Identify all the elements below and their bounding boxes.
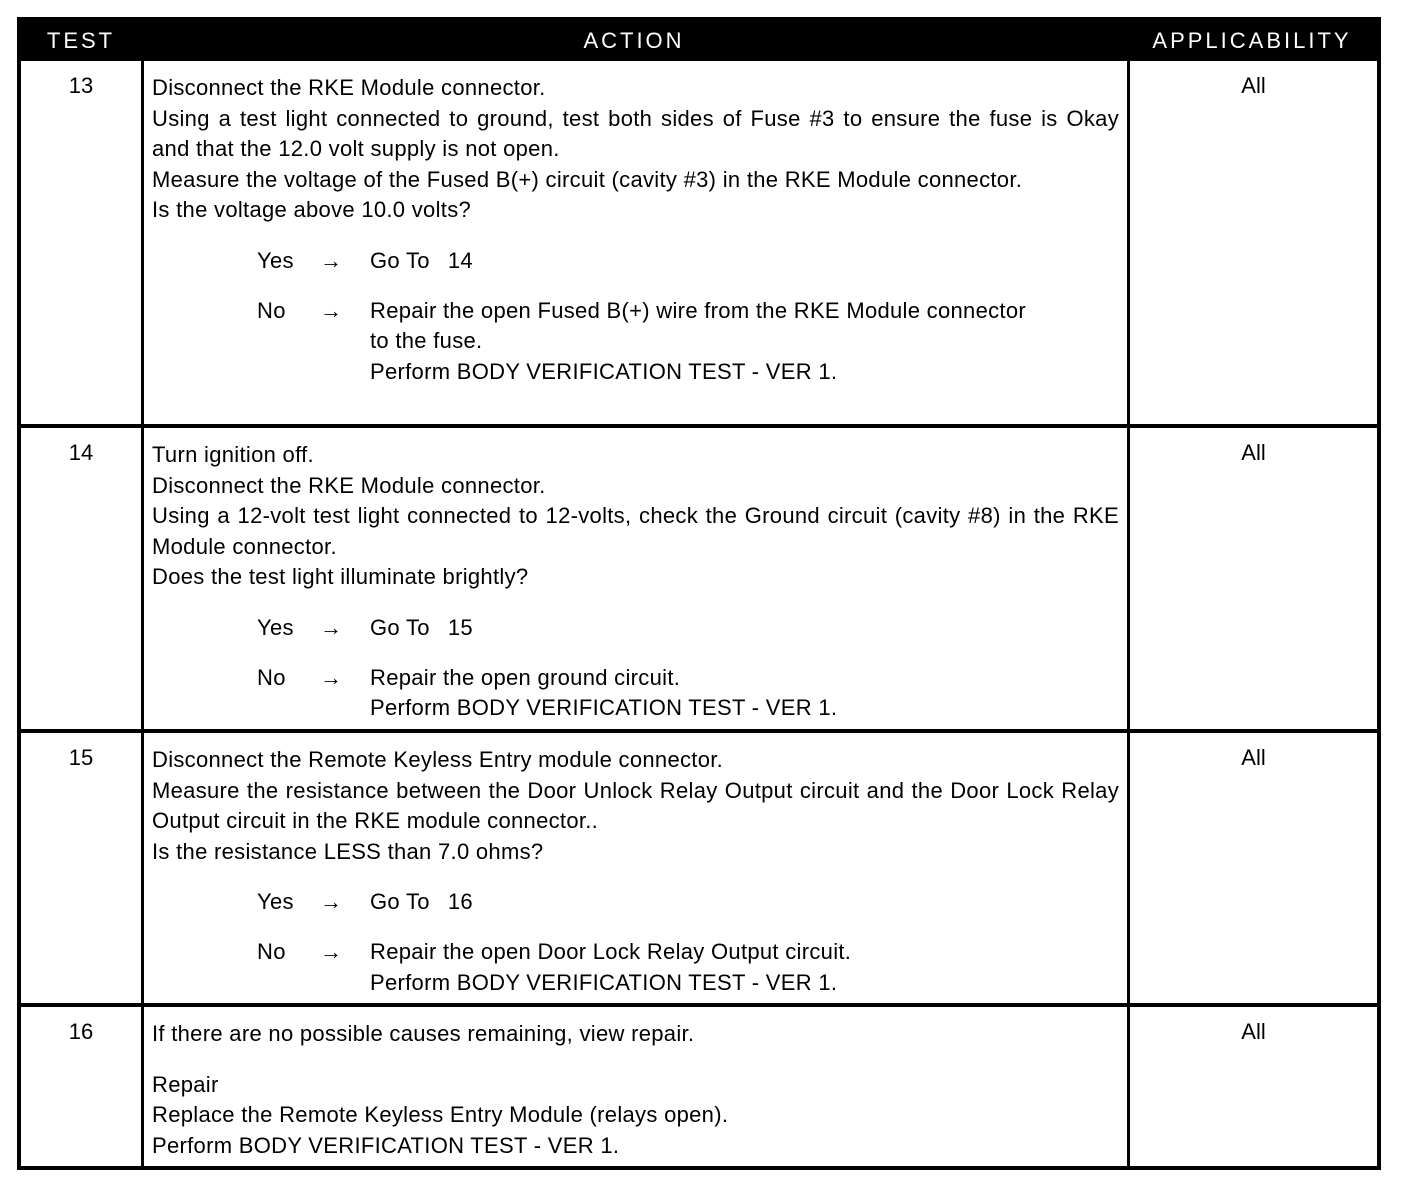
table-row-test-13 [21, 61, 1377, 428]
table-row-test-15 [21, 733, 1377, 1007]
column-divider [141, 428, 144, 729]
table-row-test-14 [21, 428, 1377, 733]
right-arrow-icon: → [320, 614, 343, 640]
header-action: ACTION [583, 28, 685, 53]
yes-branch [152, 246, 1119, 276]
no-branch [152, 296, 1119, 388]
no-label: No [257, 939, 286, 964]
no-label: No [257, 297, 286, 323]
column-divider [1127, 428, 1130, 729]
action-cell [152, 745, 1119, 998]
test-number: 15 [68, 745, 94, 770]
action-line: Using a 12-volt test light connected to 12-volts, check the Ground circuit (cavity #8) in the RKE Module connector. [152, 503, 1119, 559]
yes-branch [152, 887, 1119, 917]
action-line: Using a test light connected to ground, test both sides of Fuse #3 to ensure the fuse is Okay and that the 12.0 volt supply is not open. [152, 105, 1119, 161]
right-arrow-icon: → [320, 664, 343, 690]
repair-label: Repair [152, 1071, 219, 1097]
action-line: Disconnect the Remote Keyless Entry module connector. [152, 747, 724, 772]
no-label: No [257, 664, 286, 690]
applicability-value: All [1241, 1019, 1266, 1044]
goto-target: 14 [447, 247, 473, 273]
right-arrow-icon: → [320, 247, 343, 273]
no-action-line: Repair the open Door Lock Relay Output circuit. [370, 939, 852, 964]
repair-block [152, 1070, 1119, 1162]
test-number: 16 [68, 1019, 94, 1044]
column-divider [1127, 61, 1130, 424]
right-arrow-icon: → [320, 889, 343, 914]
no-action-line: Repair the open Fused B(+) wire from the RKE Module connector [370, 297, 1026, 323]
yes-branch [152, 613, 1119, 643]
goto-label: Go To [370, 889, 430, 914]
action-line: Disconnect the RKE Module connector. [152, 472, 546, 498]
action-line: Turn ignition off. [152, 442, 314, 467]
no-branch [152, 937, 1119, 998]
action-cell [152, 73, 1119, 387]
repair-line: Perform BODY VERIFICATION TEST - VER 1. [152, 1132, 620, 1158]
repair-line: Replace the Remote Keyless Entry Module (relays open). [152, 1102, 729, 1127]
goto-target: 15 [447, 614, 473, 640]
action-cell [152, 1019, 1119, 1161]
yes-label: Yes [257, 889, 294, 914]
action-cell [152, 440, 1119, 724]
action-line: Is the resistance LESS than 7.0 ohms? [152, 838, 544, 864]
yes-label: Yes [257, 247, 294, 273]
applicability-value: All [1241, 73, 1266, 98]
no-action-line: Repair the open ground circuit. [370, 664, 681, 690]
yes-label: Yes [257, 614, 294, 640]
column-divider [1127, 733, 1130, 1003]
diagnostic-test-table [17, 17, 1381, 1170]
no-action-line: Perform BODY VERIFICATION TEST - VER 1. [370, 695, 838, 720]
test-number: 13 [68, 73, 94, 98]
table-row-test-16 [21, 1007, 1377, 1170]
test-number: 14 [68, 440, 94, 465]
applicability-value: All [1241, 440, 1266, 465]
action-line: Does the test light illuminate brightly? [152, 564, 529, 589]
right-arrow-icon: → [320, 939, 343, 964]
action-line: Measure the resistance between the Door Unlock Relay Output circuit and the Door Lock Relay Output circuit in the RKE module connector.. [152, 777, 1119, 833]
action-line: Disconnect the RKE Module connector. [152, 75, 546, 100]
applicability-value: All [1241, 745, 1266, 770]
action-line: Is the voltage above 10.0 volts? [152, 197, 472, 222]
goto-label: Go To [370, 614, 430, 640]
no-action-line: to the fuse. [370, 328, 483, 353]
table-header [21, 21, 1377, 61]
no-branch [152, 663, 1119, 724]
right-arrow-icon: → [320, 297, 343, 323]
no-action-line: Perform BODY VERIFICATION TEST - VER 1. [370, 358, 838, 384]
goto-target: 16 [447, 889, 473, 914]
action-line: If there are no possible causes remaining, view repair. [152, 1021, 695, 1046]
action-line: Measure the voltage of the Fused B(+) circuit (cavity #3) in the RKE Module connector. [152, 166, 1023, 192]
header-test: TEST [46, 28, 116, 53]
column-divider [141, 1007, 144, 1170]
goto-label: Go To [370, 247, 430, 273]
no-action-line: Perform BODY VERIFICATION TEST - VER 1. [370, 969, 838, 995]
column-divider [141, 733, 144, 1003]
column-divider [141, 61, 144, 424]
header-applicability: APPLICABILITY [1152, 28, 1352, 53]
